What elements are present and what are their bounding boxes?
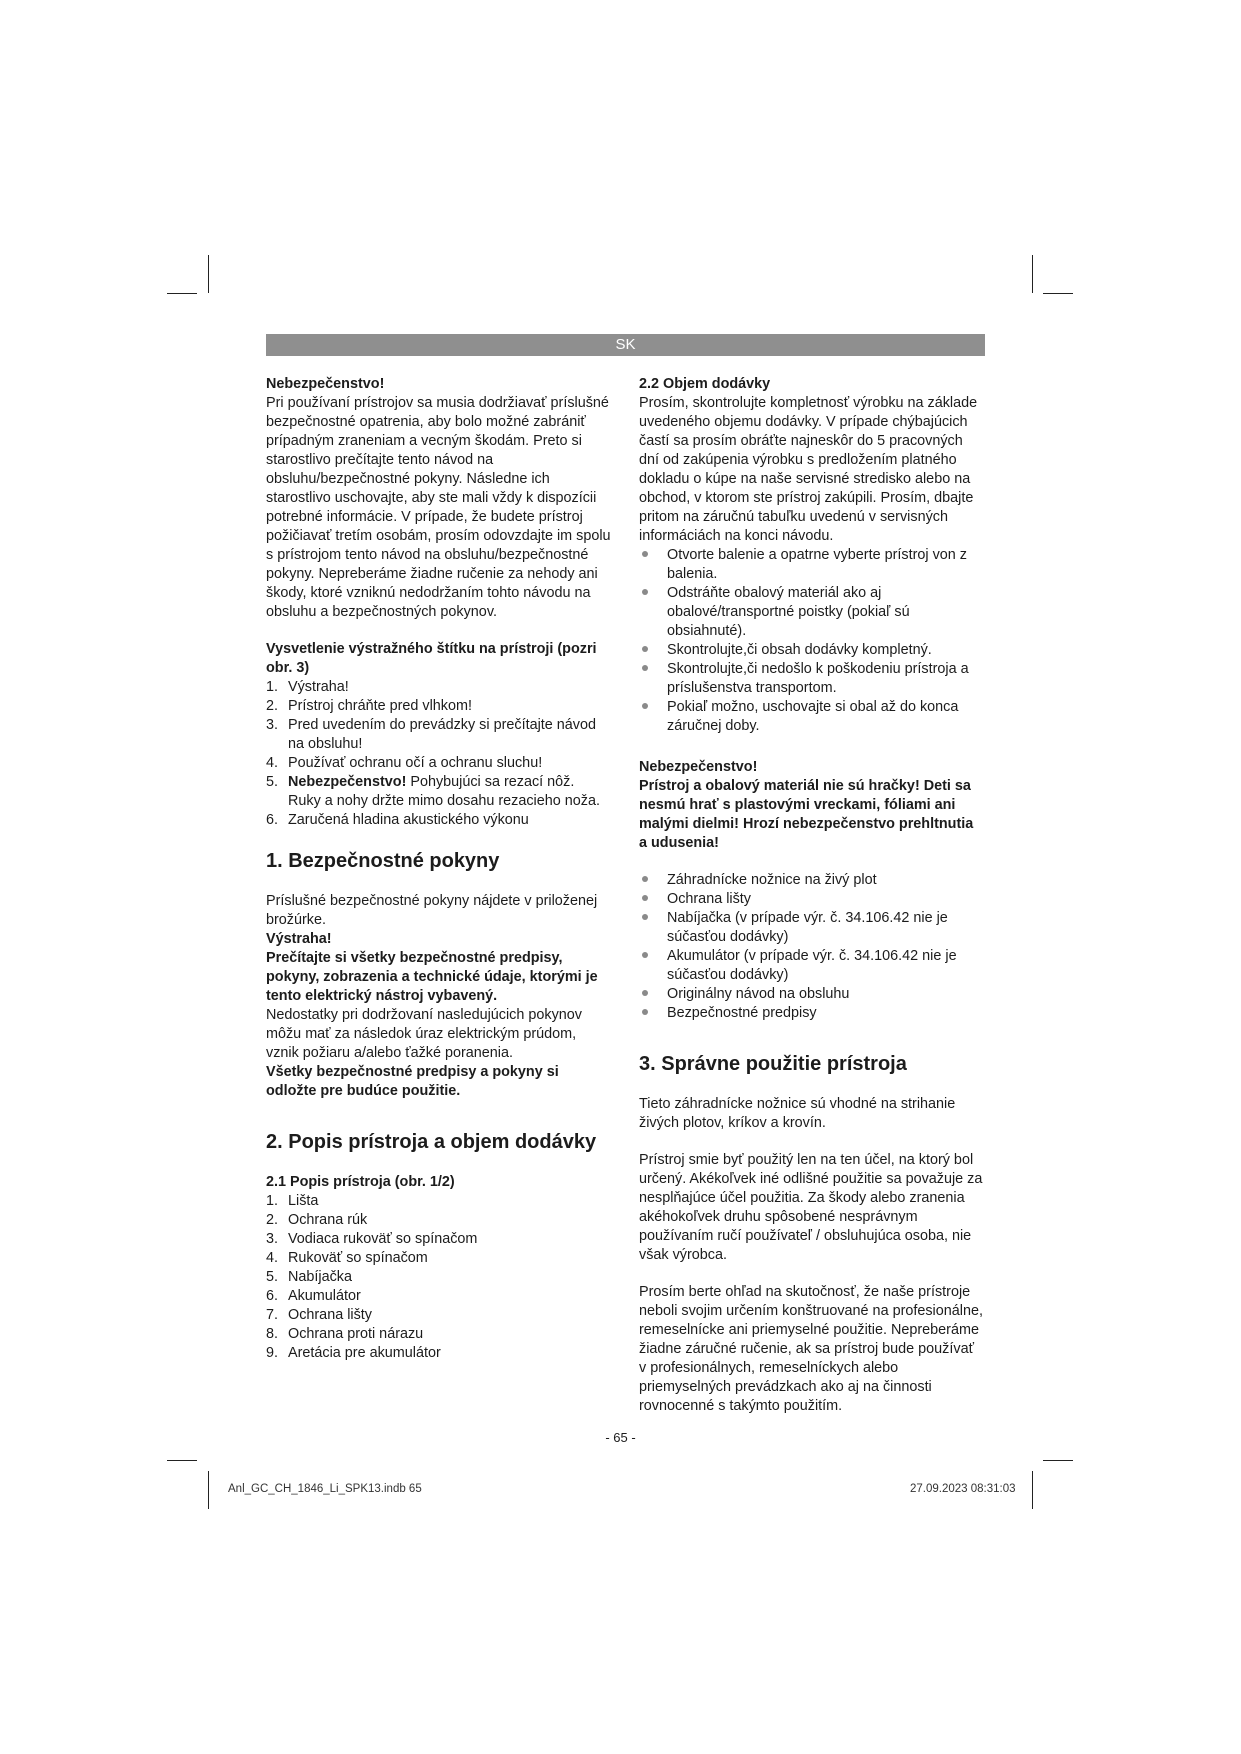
section-1-bold-text-2: Všetky bezpečnostné predpisy a pokyny si odložte pre budúce použitie. bbox=[266, 1064, 559, 1099]
section-2-2-title: 2.2 Objem dodávky bbox=[639, 376, 771, 392]
page-number: - 65 - bbox=[605, 1430, 636, 1445]
list-item: Nabíjačka (v prípade výr. č. 34.106.42 nie je súčasťou dodávky) bbox=[639, 909, 984, 947]
list-item: 3. Pred uvedením do prevádzky si prečítajte návod na obsluhu! bbox=[266, 717, 596, 752]
list-item: Záhradnícke nožnice na živý plot bbox=[639, 871, 984, 890]
crop-mark bbox=[167, 1460, 197, 1461]
section-1-bold-text: Prečítajte si všetky bezpečnostné predpisy, pokyny, zobrazenia a technické údaje, ktorými je tento elektrický nástroj vybavený. bbox=[266, 950, 598, 1004]
left-column bbox=[266, 375, 611, 1363]
section-1-text: Príslušné bezpečnostné pokyny nájdete v priloženej brožúrke. bbox=[266, 893, 598, 928]
warning-label-heading: Vysvetlenie výstražného štítku na prístroji (pozri obr. 3) bbox=[266, 641, 597, 676]
list-item: 2. Ochrana rúk bbox=[266, 1212, 368, 1228]
list-item: Odstráňte obalový materiál ako aj obalové/transportné poistky (pokiaľ sú obsiahnuté). bbox=[639, 584, 984, 641]
list-item: Skontrolujte,či obsah dodávky kompletný. bbox=[639, 641, 984, 660]
list-item: Otvorte balenie a opatrne vyberte prístroj von z balenia. bbox=[639, 546, 984, 584]
footer-timestamp: 27.09.2023 08:31:03 bbox=[910, 1483, 1016, 1495]
delivery-contents-list bbox=[639, 871, 984, 1023]
list-item: 1. Výstraha! bbox=[266, 679, 349, 695]
list-item: 9. Aretácia pre akumulátor bbox=[266, 1345, 441, 1361]
footer-file-name: Anl_GC_CH_1846_Li_SPK13.indb 65 bbox=[228, 1483, 422, 1495]
list-item: 8. Ochrana proti nárazu bbox=[266, 1326, 424, 1342]
list-item: 4. Používať ochranu očí a ochranu sluchu! bbox=[266, 755, 543, 771]
crop-mark bbox=[167, 293, 197, 294]
section-3-paragraph: Tieto záhradnícke nožnice sú vhodné na strihanie živých plotov, kríkov a krovín. bbox=[639, 1096, 956, 1131]
list-item: 7. Ochrana lišty bbox=[266, 1307, 372, 1323]
section-1-title: 1. Bezpečnostné pokyny bbox=[266, 850, 500, 872]
list-item: Pokiaľ možno, uschovajte si obal až do konca záručnej doby. bbox=[639, 698, 984, 736]
danger-heading: Nebezpečenstvo! bbox=[266, 376, 385, 392]
list-item: Akumulátor (v prípade výr. č. 34.106.42 nie je súčasťou dodávky) bbox=[639, 947, 984, 985]
list-item: Skontrolujte,či nedošlo k poškodeniu prístroja a príslušenstva transportom. bbox=[639, 660, 984, 698]
language-header-bar: SK bbox=[266, 334, 985, 356]
unpacking-list bbox=[639, 546, 984, 736]
list-item: 5. Nabíjačka bbox=[266, 1269, 352, 1285]
list-item: 5. Nebezpečenstvo! Pohybujúci sa rezací nôž. Ruky a nohy držte mimo dosahu rezacieho noža. bbox=[266, 774, 600, 809]
list-item: 1. Lišta bbox=[266, 1193, 319, 1209]
section-3-paragraph: Prosím berte ohľad na skutočnosť, že naše prístroje neboli svojim určením konštruované na profesionálne, remeselnícke ani priemyselné použitie. Nepreberáme žiadne záručné ručenie, ak sa prístroj bude používať v profesionálnych, remeselníckych alebo priemyselných prevádzkach ako aj na činnosti rovnocenné s takýmto použitím. bbox=[639, 1284, 983, 1414]
right-column bbox=[639, 375, 984, 1416]
list-item: 6. Zaručená hladina akustického výkonu bbox=[266, 812, 529, 828]
list-item: 2. Prístroj chráňte pred vlhkom! bbox=[266, 698, 472, 714]
section-3-paragraph: Prístroj smie byť použitý len na ten účel, na ktorý bol určený. Akékoľvek iné odlišné použitie sa považuje za nesplňajúce účel použitia. Za škody alebo zranenia akéhokoľvek druhu spôsobené nesprávnym používaním ručí používateľ / obsluhujúca osoba, nie však výrobca. bbox=[639, 1152, 983, 1263]
section-2-title: 2. Popis prístroja a objem dodávky bbox=[266, 1131, 597, 1153]
crop-mark bbox=[208, 1471, 209, 1509]
danger-heading-2: Nebezpečenstvo! bbox=[639, 759, 758, 775]
danger-paragraph-2: Prístroj a obalový materiál nie sú hračky! Deti sa nesmú hrať s plastovými vreckami, fóliami ani malými dielmi! Hrozí nebezpečenstvo prehltnutia a udusenia! bbox=[639, 778, 974, 851]
section-2-1-title: 2.1 Popis prístroja (obr. 1/2) bbox=[266, 1174, 455, 1190]
crop-mark bbox=[208, 255, 209, 293]
list-item: Originálny návod na obsluhu bbox=[639, 985, 984, 1004]
list-item: Bezpečnostné predpisy bbox=[639, 1004, 984, 1023]
crop-mark bbox=[1043, 1460, 1073, 1461]
list-item: 4. Rukoväť so spínačom bbox=[266, 1250, 428, 1266]
section-1-normal-text: Nedostatky pri dodržovaní nasledujúcich pokynov môžu mať za následok úraz elektrickým prúdom, vznik požiaru a/alebo ťažké poranenia. bbox=[266, 1007, 582, 1061]
crop-mark bbox=[1043, 293, 1073, 294]
list-item: 3. Vodiaca rukoväť so spínačom bbox=[266, 1231, 478, 1247]
crop-mark bbox=[1032, 1471, 1033, 1509]
device-parts-list bbox=[266, 1192, 611, 1363]
list-item: Ochrana lišty bbox=[639, 890, 984, 909]
crop-mark bbox=[1032, 255, 1033, 293]
danger-paragraph: Pri používaní prístrojov sa musia dodržiavať príslušné bezpečnostné opatrenia, aby bolo možné zabrániť prípadným zraneniam a vecným škodám. Preto si starostlivo prečítajte tento návod na obsluhu/bezpečnostné pokyny. Následne ich starostlivo uschovajte, aby ste mali vždy k dispozícii potrebné informácie. V prípade, že budete prístroj požičiavať tretím osobám, prosím odovzdajte im spolu s prístrojom tento návod na obsluhu/bezpečnostné pokyny. Nepreberáme žiadne ručenie za nehody ani škody, ktoré vzniknú nedodržaním tohto návodu na obsluhu a bezpečnostných pokynov. bbox=[266, 395, 611, 620]
section-1-warning: Výstraha! bbox=[266, 931, 332, 947]
section-2-2-text: Prosím, skontrolujte kompletnosť výrobku na základe uvedeného objemu dodávky. V prípade chýbajúcich častí sa prosím obráťte najneskôr do 5 pracovných dní od zakúpenia výrobku s predložením platného dokladu o kúpe na naše servisné stredisko alebo na obchod, v ktorom ste prístroj zakúpili. Prosím, dbajte pritom na záručnú tabuľku uvedenú v servisných informáciách na konci návodu. bbox=[639, 395, 978, 544]
list-item: 6. Akumulátor bbox=[266, 1288, 361, 1304]
section-3-title: 3. Správne použitie prístroja bbox=[639, 1053, 907, 1075]
warning-label-list bbox=[266, 678, 611, 830]
